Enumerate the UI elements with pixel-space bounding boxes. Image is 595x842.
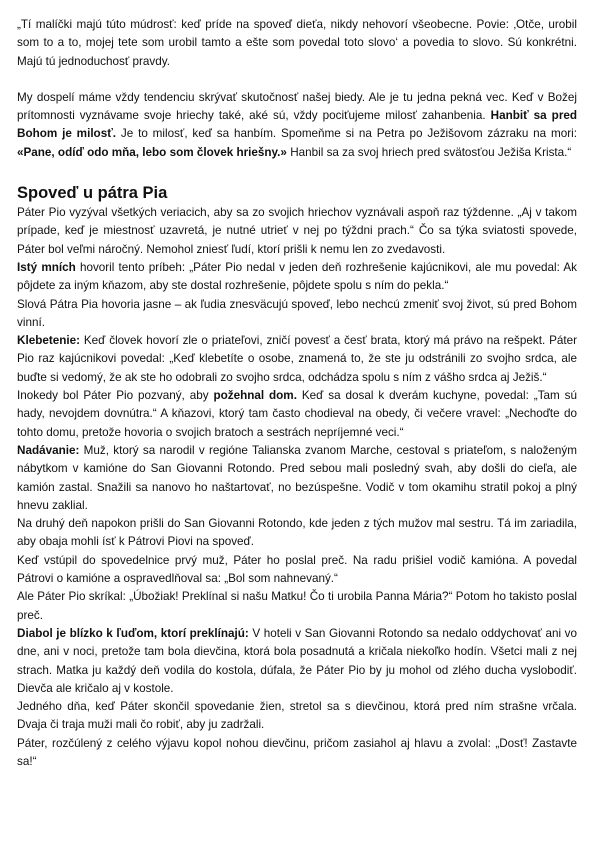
monk-label: Istý mních — [17, 260, 76, 274]
intro-shame-text-2: Je to milosť, keď sa hanbím. Spomeňme si na Petra po Ježišovom zázraku na mori: — [120, 127, 577, 141]
intro-quote-paragraph — [17, 16, 577, 71]
paragraph-girl: Jedného dňa, keď Páter skončil spovedanie žien, stretol sa s dievčinou, ktorá pred ním strašne vrčala. Dvaja či traja muži mali čo robiť, aby ju zadržali. — [17, 700, 577, 732]
paragraph-house-blessing — [17, 387, 577, 442]
house-emphasis: požehnal dom. — [213, 389, 297, 403]
intro-shame-emphasis: Hanbiť sa pred Bohom je milosť. — [17, 109, 578, 141]
house-text-2: Keď sa dosal k dverám kuchyne, povedal: „Tam sú hady, nevojdem dovnútra.“ A kňazovi, ktorý tam často chodieval na obedy, či večere vravel: „Nechoďte do tohto domu, pretože hovoria o svojich bratoch a sestrách nepríjemné veci.“ — [17, 389, 578, 439]
cursing-text: Muž, ktorý sa narodil v regióne Talianska zvanom Marche, cestoval s priateľom, s naloženým nábytkom v kamióne do San Giovanni Rotondo. Pred sebou mali posledný svah, aby došli do cieľa, ale kamión zastal. Snažili sa nanovo ho naštartovať, no bezúspešne. Vodič v tom okamihu stratil pokoj a plný hnevu zaklial. — [17, 443, 577, 512]
paragraph-cursing — [17, 442, 577, 515]
document-page — [17, 16, 577, 771]
section-heading: Spoveď u pátra Pia — [17, 184, 168, 203]
cursing-label: Nadávanie: — [17, 443, 80, 457]
monk-text: hovoril tento príbeh: „Páter Pio nedal v jeden deň rozhrešenie kajúcnikovi, ale mu povedal: Ak pôjdete za iným kňazom, aby ste dostal rozhrešenie, pôjdete spolu s ním do pekla.“ — [17, 260, 578, 293]
devil-label: Diabol je blízko k ľuďom, ktorí preklínajú: — [17, 626, 249, 640]
paragraph-guilty: Slová Pátra Pia hovoria jasne – ak ľudia znesväcujú spoveď, lebo nechcú zmeniť svoj život, sú pred Bohom vinní. — [17, 297, 577, 329]
devil-text: V hoteli v San Giovanni Rotondo sa nedalo oddychovať ani vo dne, ani v noci, pretože tam bola dievčina, ktorá bola posadnutá a kričala niekoľko hodín. Všetci mali z nej strach. Matka ju každý deň vodila do kostola, dúfala, že Páter Pio by ju mohol od zlého ducha vyslobodiť. Dievča ale kričalo aj v kostole. — [17, 626, 578, 695]
paragraph-monk-story — [17, 259, 577, 296]
gossip-text: Keď človek hovorí zle o priateľovi, zničí povesť a česť brata, ktorý má právo na rešpekt. Páter Pio raz kajúcnikovi povedal: „Keď klebetíte o osobe, znamená to, že ste ju odstránili zo svojho srdca, ale buďte si vedomý, že ak ste ho odobrali zo svojho srdca, odchádza spolu s ním z vášho srdca aj Ježiš.“ — [17, 334, 577, 384]
paragraph-weekly-confession: Páter Pio vyzýval všetkých veriacich, aby sa zo svojich hriechov vyznávali aspoň raz týždenne. „Aj v takom prípade, keď je miestnosť uzavretá, je nutné utrieť v nej po týždni prach.“ Čo sa týka sviatosti spovede, Páter bol veľmi náročný. Nemohol zniesť ľudí, ktorí prišli k nemu len zo zvedavosti. — [17, 206, 577, 256]
intro-shame-paragraph — [17, 89, 577, 162]
paragraph-gap — [17, 71, 577, 89]
section-gap — [17, 162, 577, 183]
intro-shame-text-3: Hanbil sa za svoj hriech pred svätosťou Ježiša Krista.“ — [290, 145, 572, 159]
intro-shame-text: My dospelí máme vždy tendenciu skrývať skutočnosť našej biedy. Ale je tu jedna pekná vec. Keď v Božej prítomnosti vyznávame svoje hriechy také, aké sú, vždy pociťujeme milosť zahanbenia. — [17, 90, 577, 123]
paragraph-next-day: Na druhý deň napokon prišli do San Giovanni Rotondo, kde jeden z tých mužov mal sestru. Tá im zariadila, aby obaja mohli ísť k Pátrovi Piovi na spoveď. — [17, 517, 577, 549]
intro-quote-text: „Tí malíčki majú túto múdrosť: keď príde na spoveď dieťa, nikdy nehovorí všeobecne. Povie: ‚Otče, urobil som to a to, mojej tete som urobil tamto a ešte som povedal toto slovo‘ a povedia to slovo. Sú konkrétni. Majú tú jednoduchosť pravdy. — [17, 18, 577, 68]
house-text: Inokedy bol Páter Pio pozvaný, aby — [17, 389, 209, 403]
paragraph-gossip — [17, 332, 577, 387]
paragraph-confessional: Keď vstúpil do spovedelnice prvý muž, Páter ho poslal preč. Na radu prišiel vodič kamióna. A povedal Pátrovi o kamióne a ospravedlňoval sa: „Bol som nahnevaný.“ — [17, 553, 577, 586]
peter-quote: «Pane, odíď odo mňa, lebo som človek hriešny.» — [17, 145, 287, 159]
paragraph-final: Páter, rozčúlený z celého výjavu kopol nohou dievčinu, pričom zasiahol aj hlavu a zvolal: „Dosť! Zastavte sa!“ — [17, 736, 577, 768]
paragraph-devil — [17, 625, 577, 698]
paragraph-padre-shout: Ale Páter Pio skríkal: „Úbožiak! Preklínal si našu Matku! Čo ti urobila Panna Mária?“ Potom ho takisto poslal preč. — [17, 590, 577, 622]
gossip-label: Klebetenie: — [17, 334, 80, 348]
